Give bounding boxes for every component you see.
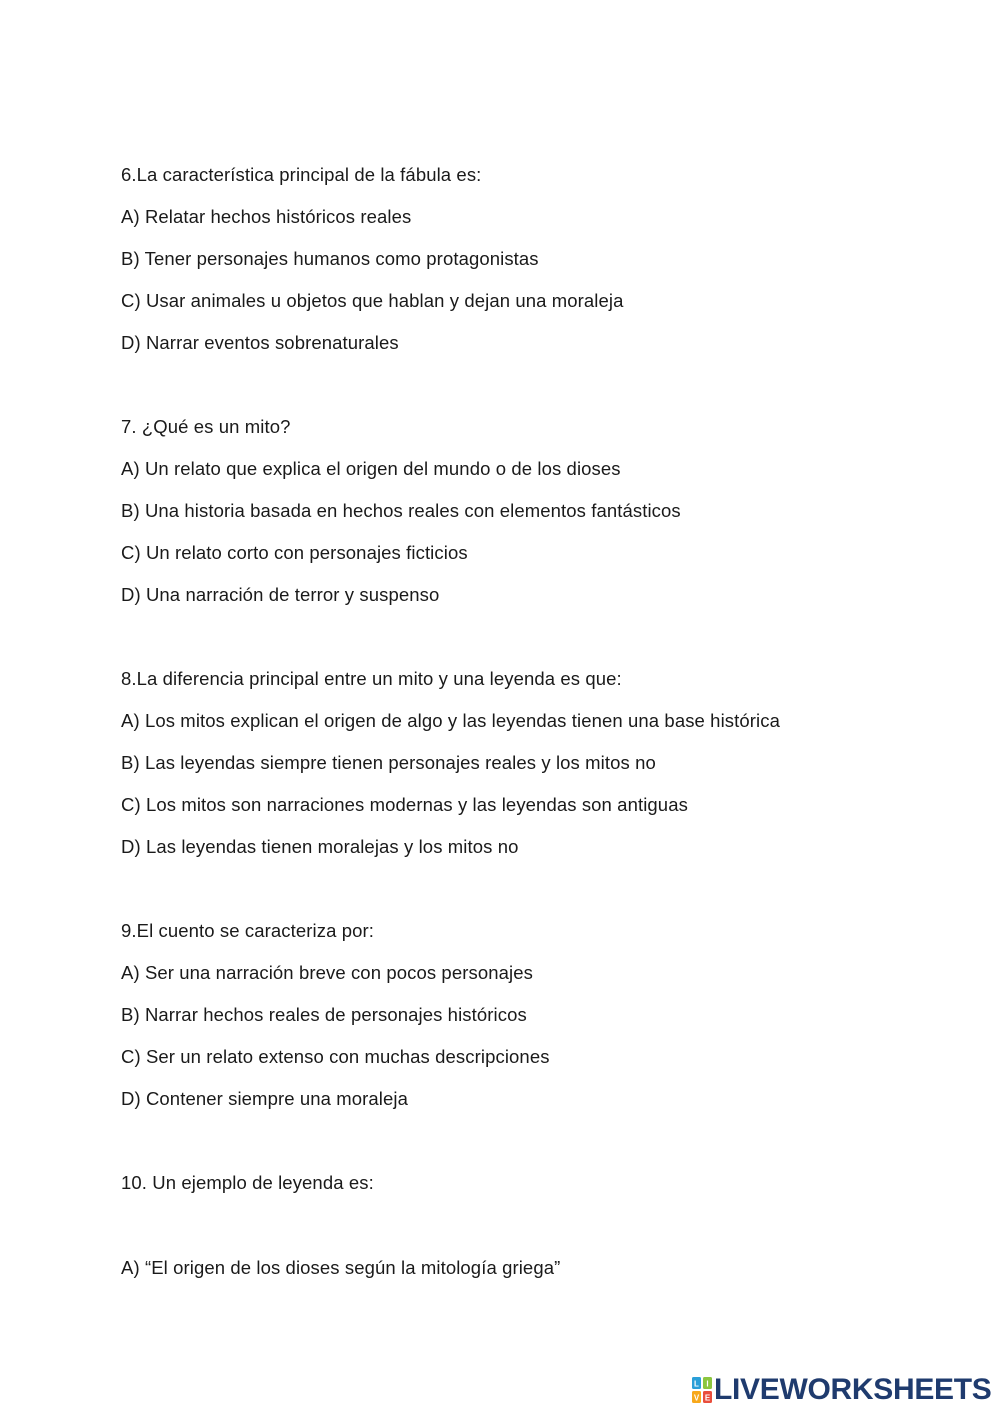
question-7-option-a: A) Un relato que explica el origen del mundo o de los dioses	[121, 458, 621, 479]
question-8-prompt: 8.La diferencia principal entre un mito y una leyenda es que:	[121, 668, 622, 689]
question-7-option-c: C) Un relato corto con personajes ficticios	[121, 542, 468, 563]
question-8-option-c: C) Los mitos son narraciones modernas y las leyendas son antiguas	[121, 794, 688, 815]
question-7-option-b: B) Una historia basada en hechos reales con elementos fantásticos	[121, 500, 681, 521]
question-10-prompt: 10. Un ejemplo de leyenda es:	[121, 1172, 374, 1193]
question-7-prompt: 7. ¿Qué es un mito?	[121, 416, 291, 437]
question-9-option-b: B) Narrar hechos reales de personajes históricos	[121, 1004, 527, 1025]
liveworksheets-logo-icon	[692, 1377, 712, 1403]
question-9-option-a: A) Ser una narración breve con pocos personajes	[121, 962, 533, 983]
logo-tile-letter: V	[693, 1393, 700, 1403]
question-6-option-b: B) Tener personajes humanos como protagonistas	[121, 248, 539, 269]
question-9-prompt: 9.El cuento se caracteriza por:	[121, 920, 374, 941]
question-8-option-b: B) Las leyendas siempre tienen personajes reales y los mitos no	[121, 752, 656, 773]
logo-tile-letter: L	[694, 1379, 699, 1389]
question-6-option-c: C) Usar animales u objetos que hablan y dejan una moraleja	[121, 290, 624, 311]
question-8-option-a: A) Los mitos explican el origen de algo y las leyendas tienen una base histórica	[121, 710, 780, 731]
question-6-option-a: A) Relatar hechos históricos reales	[121, 206, 412, 227]
question-10-option-a: A) “El origen de los dioses según la mitología griega”	[121, 1257, 561, 1278]
question-6-prompt: 6.La característica principal de la fábula es:	[121, 164, 482, 185]
logo-tile-letter: I	[706, 1379, 709, 1389]
logo-text: LIVEWORKSHEETS	[714, 1373, 992, 1406]
liveworksheets-logo	[692, 1374, 992, 1406]
question-9-option-c: C) Ser un relato extenso con muchas descripciones	[121, 1046, 550, 1067]
question-7-option-d: D) Una narración de terror y suspenso	[121, 584, 440, 605]
question-8-option-d: D) Las leyendas tienen moralejas y los mitos no	[121, 836, 519, 857]
question-9-option-d: D) Contener siempre una moraleja	[121, 1088, 408, 1109]
question-6-option-d: D) Narrar eventos sobrenaturales	[121, 332, 399, 353]
logo-tile-letter: E	[704, 1393, 711, 1403]
